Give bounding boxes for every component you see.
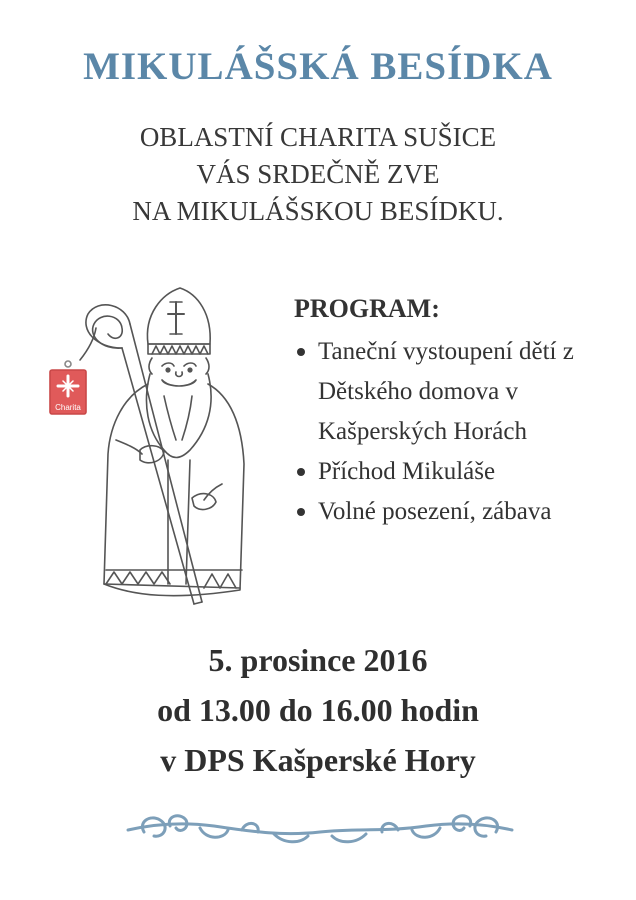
- event-details: [0, 635, 636, 785]
- decorative-flourish: [124, 808, 516, 854]
- program-item: [294, 492, 614, 532]
- saint-nicholas-illustration: [44, 284, 256, 614]
- event-time: od 13.00 do 16.00 hodin: [157, 692, 479, 728]
- mitre: [147, 288, 210, 354]
- event-place: v DPS Kašperské Hory: [160, 742, 476, 778]
- program-item-text: Taneční vystoupení dětí z Dětského domova v Kašperských Horách: [318, 338, 574, 445]
- charita-tag: [50, 361, 86, 414]
- program-item-text: Volné posezení, zábava: [318, 498, 552, 525]
- program-list: [294, 332, 614, 532]
- invitation-text: [0, 119, 636, 230]
- invitation-line-2: VÁS SRDEČNĚ ZVE: [196, 159, 440, 189]
- poster-title: MIKULÁŠSKÁ BESÍDKA: [83, 45, 553, 88]
- program-item-text: Příchod Mikuláše: [318, 458, 496, 485]
- program-heading: PROGRAM:: [294, 294, 440, 323]
- program-item: [294, 452, 614, 492]
- invitation-line-3: NA MIKULÁŠSKOU BESÍDKU.: [132, 196, 504, 226]
- bullet-dot: [297, 508, 305, 516]
- program-section: [294, 290, 614, 532]
- invitation-line-1: OBLASTNÍ CHARITA SUŠICE: [139, 122, 497, 152]
- face-and-beard: [146, 358, 211, 458]
- bullet-dot: [297, 348, 305, 356]
- bullet-dot: [297, 468, 305, 476]
- robe: [104, 384, 244, 596]
- event-date: 5. prosince 2016: [208, 642, 428, 678]
- tag-string: [80, 328, 96, 360]
- charita-tag-label: Charita: [55, 403, 81, 412]
- program-item: [294, 332, 614, 452]
